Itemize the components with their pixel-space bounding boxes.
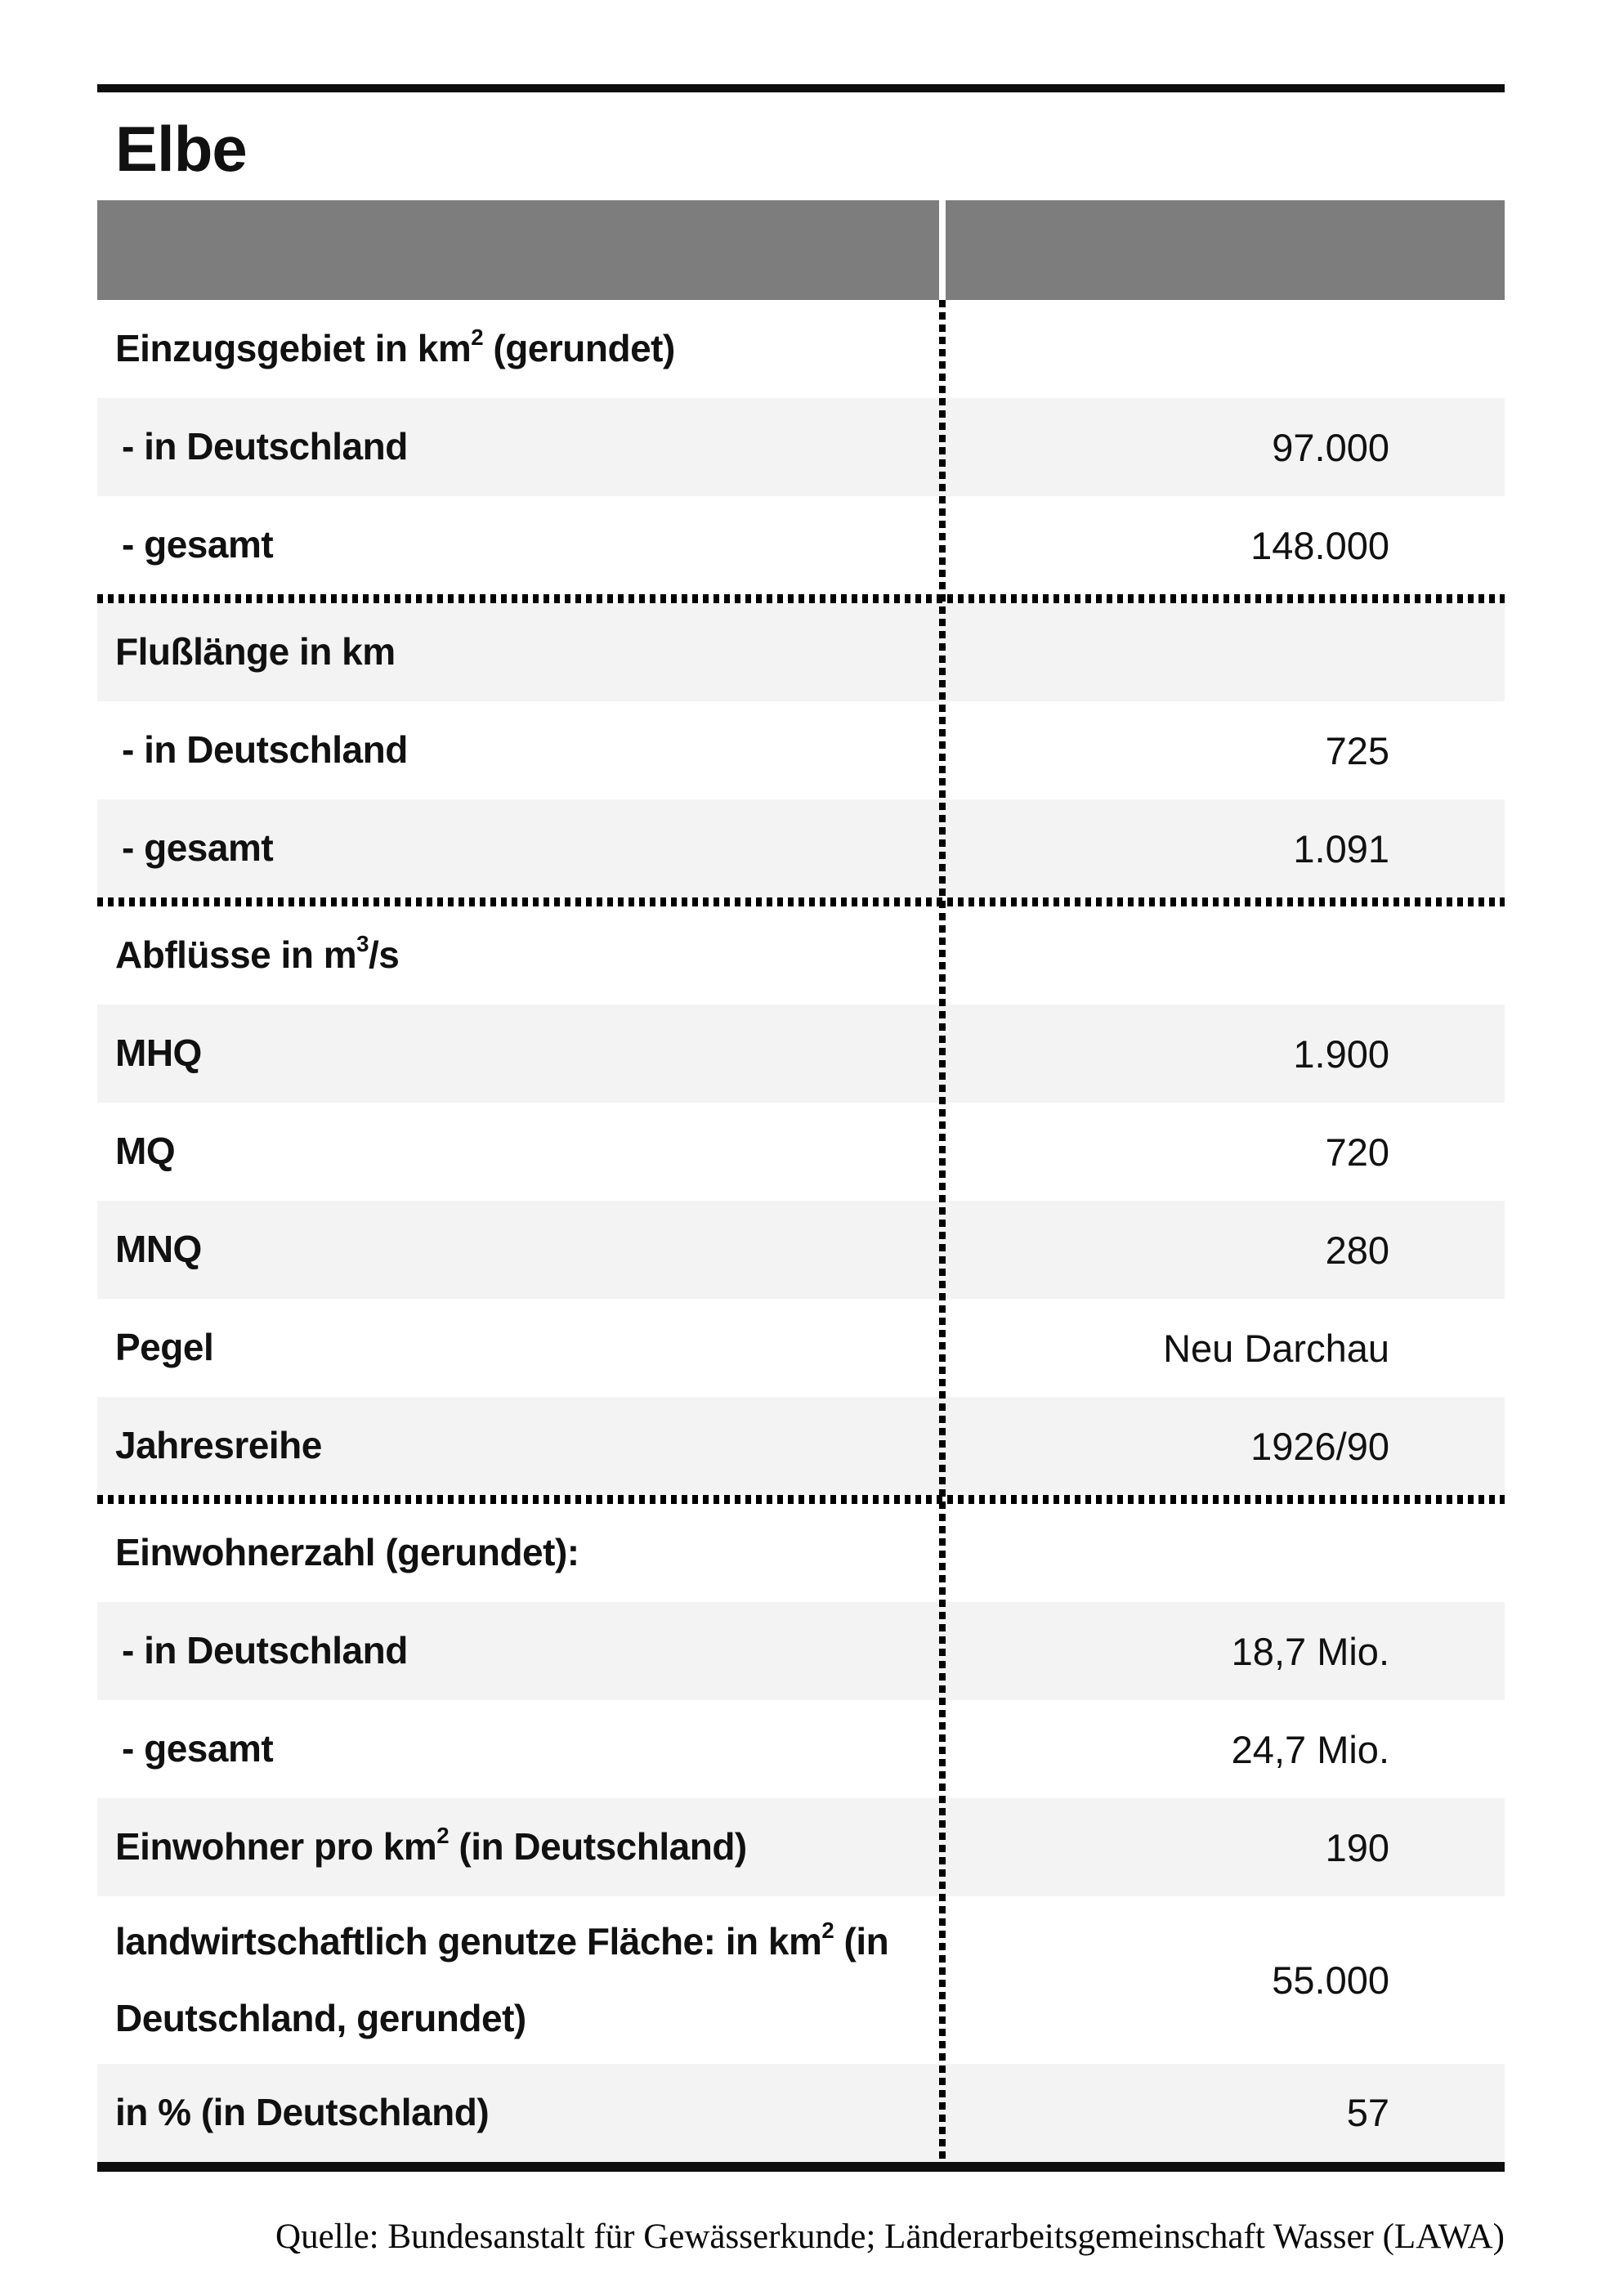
table-row [97, 906, 1505, 1005]
row-label-pre: Einzugsgebiet in km [115, 327, 472, 370]
row-label-pre: in % (in Deutschland) [115, 2090, 490, 2133]
table-row [97, 1201, 1505, 1299]
row-label-sup: 3 [356, 930, 369, 956]
row-label-pre: - gesamt [122, 826, 274, 870]
row-label-pre: - gesamt [122, 1727, 274, 1770]
section-divider-dotted [97, 1495, 1505, 1504]
top-rule [97, 84, 1505, 92]
row-label-pre: Jahresreihe [115, 1424, 322, 1467]
table-row [97, 1700, 1505, 1798]
row-value: 1926/90 [1250, 1424, 1389, 1468]
row-label-sup: 2 [821, 1917, 834, 1943]
row-label [97, 1522, 939, 1584]
row-label-pre: - in Deutschland [122, 728, 408, 772]
row-label-post: /s [368, 933, 400, 977]
row-value: Neu Darchau [1163, 1326, 1389, 1370]
row-label [97, 1816, 939, 1878]
row-label [97, 719, 939, 781]
table-row [97, 603, 1505, 701]
header-cell-right [946, 200, 1505, 300]
row-label [97, 1317, 939, 1379]
row-label [97, 1121, 939, 1183]
row-value: 57 [1346, 2091, 1389, 2135]
row-value: 148.000 [1250, 523, 1389, 567]
row-label-pre: MQ [115, 1130, 176, 1173]
row-label [97, 1415, 939, 1477]
table-row [97, 496, 1505, 594]
document-page [97, 0, 1505, 2257]
table-row [97, 799, 1505, 897]
row-label-pre: landwirtschaftlich genutze Fläche: in km [115, 1920, 822, 1963]
table-header-band [97, 200, 1505, 300]
row-label [97, 621, 939, 683]
row-value: 97.000 [1272, 425, 1389, 469]
header-cell-gap [939, 200, 946, 300]
row-label-pre: - in Deutschland [122, 425, 408, 468]
row-label [97, 924, 939, 987]
row-label [97, 416, 939, 478]
header-cell-left [97, 200, 939, 300]
row-label-pre: Einwohner pro km [115, 1825, 437, 1869]
row-label-pre: - in Deutschland [122, 1629, 408, 1672]
row-value: 280 [1325, 1228, 1389, 1272]
bottom-rule [97, 2162, 1505, 2172]
row-label-post: (in Deutschland, gerundet) [115, 1920, 889, 2040]
row-label [97, 1718, 939, 1780]
row-value: 1.900 [1293, 1032, 1389, 1076]
row-label-pre: Flußlänge in km [115, 630, 396, 674]
elbe-data-table [97, 300, 1505, 2162]
table-row [97, 300, 1505, 398]
table-row [97, 1602, 1505, 1700]
row-label [97, 1219, 939, 1281]
row-label-post: (gerundet) [483, 327, 675, 370]
row-label-pre: MNQ [115, 1228, 202, 1271]
row-label [97, 1896, 939, 2064]
row-label [97, 514, 939, 576]
row-value: 24,7 Mio. [1231, 1727, 1389, 1771]
row-value: 55.000 [1272, 1958, 1389, 2002]
table-row [97, 1504, 1505, 1602]
table-row [97, 1103, 1505, 1201]
table-row [97, 1798, 1505, 1896]
row-label-pre: Abflüsse in m [115, 933, 357, 977]
row-value: 1.091 [1293, 826, 1389, 871]
row-label [97, 817, 939, 879]
row-label [97, 1023, 939, 1085]
section-divider-dotted [97, 594, 1505, 603]
table-row [97, 2064, 1505, 2162]
table-row [97, 1299, 1505, 1397]
row-value: 720 [1325, 1130, 1389, 1174]
row-label-sup: 2 [471, 324, 484, 350]
row-label-pre: MHQ [115, 1032, 202, 1075]
row-label-post: (in Deutschland) [449, 1825, 747, 1869]
row-label-pre: Pegel [115, 1326, 214, 1369]
table-row [97, 1005, 1505, 1103]
row-label-sup: 2 [436, 1822, 450, 1848]
table-row [97, 398, 1505, 496]
row-value: 190 [1325, 1825, 1389, 1869]
row-value: 18,7 Mio. [1231, 1629, 1389, 1673]
row-label [97, 318, 939, 380]
table-row [97, 701, 1505, 799]
row-label-pre: - gesamt [122, 523, 274, 566]
row-value: 725 [1325, 728, 1389, 772]
section-divider-dotted [97, 897, 1505, 906]
row-label-pre: Einwohnerzahl (gerundet): [115, 1531, 579, 1574]
table-row [97, 1896, 1505, 2064]
row-label [97, 1620, 939, 1682]
table-row [97, 1397, 1505, 1495]
page-title: Elbe [115, 113, 247, 185]
row-label [97, 2082, 939, 2144]
source-caption: Quelle: Bundesanstalt für Gewässerkunde; Länderarbeitsgemeinschaft Wasser (LAWA) [275, 2217, 1505, 2256]
